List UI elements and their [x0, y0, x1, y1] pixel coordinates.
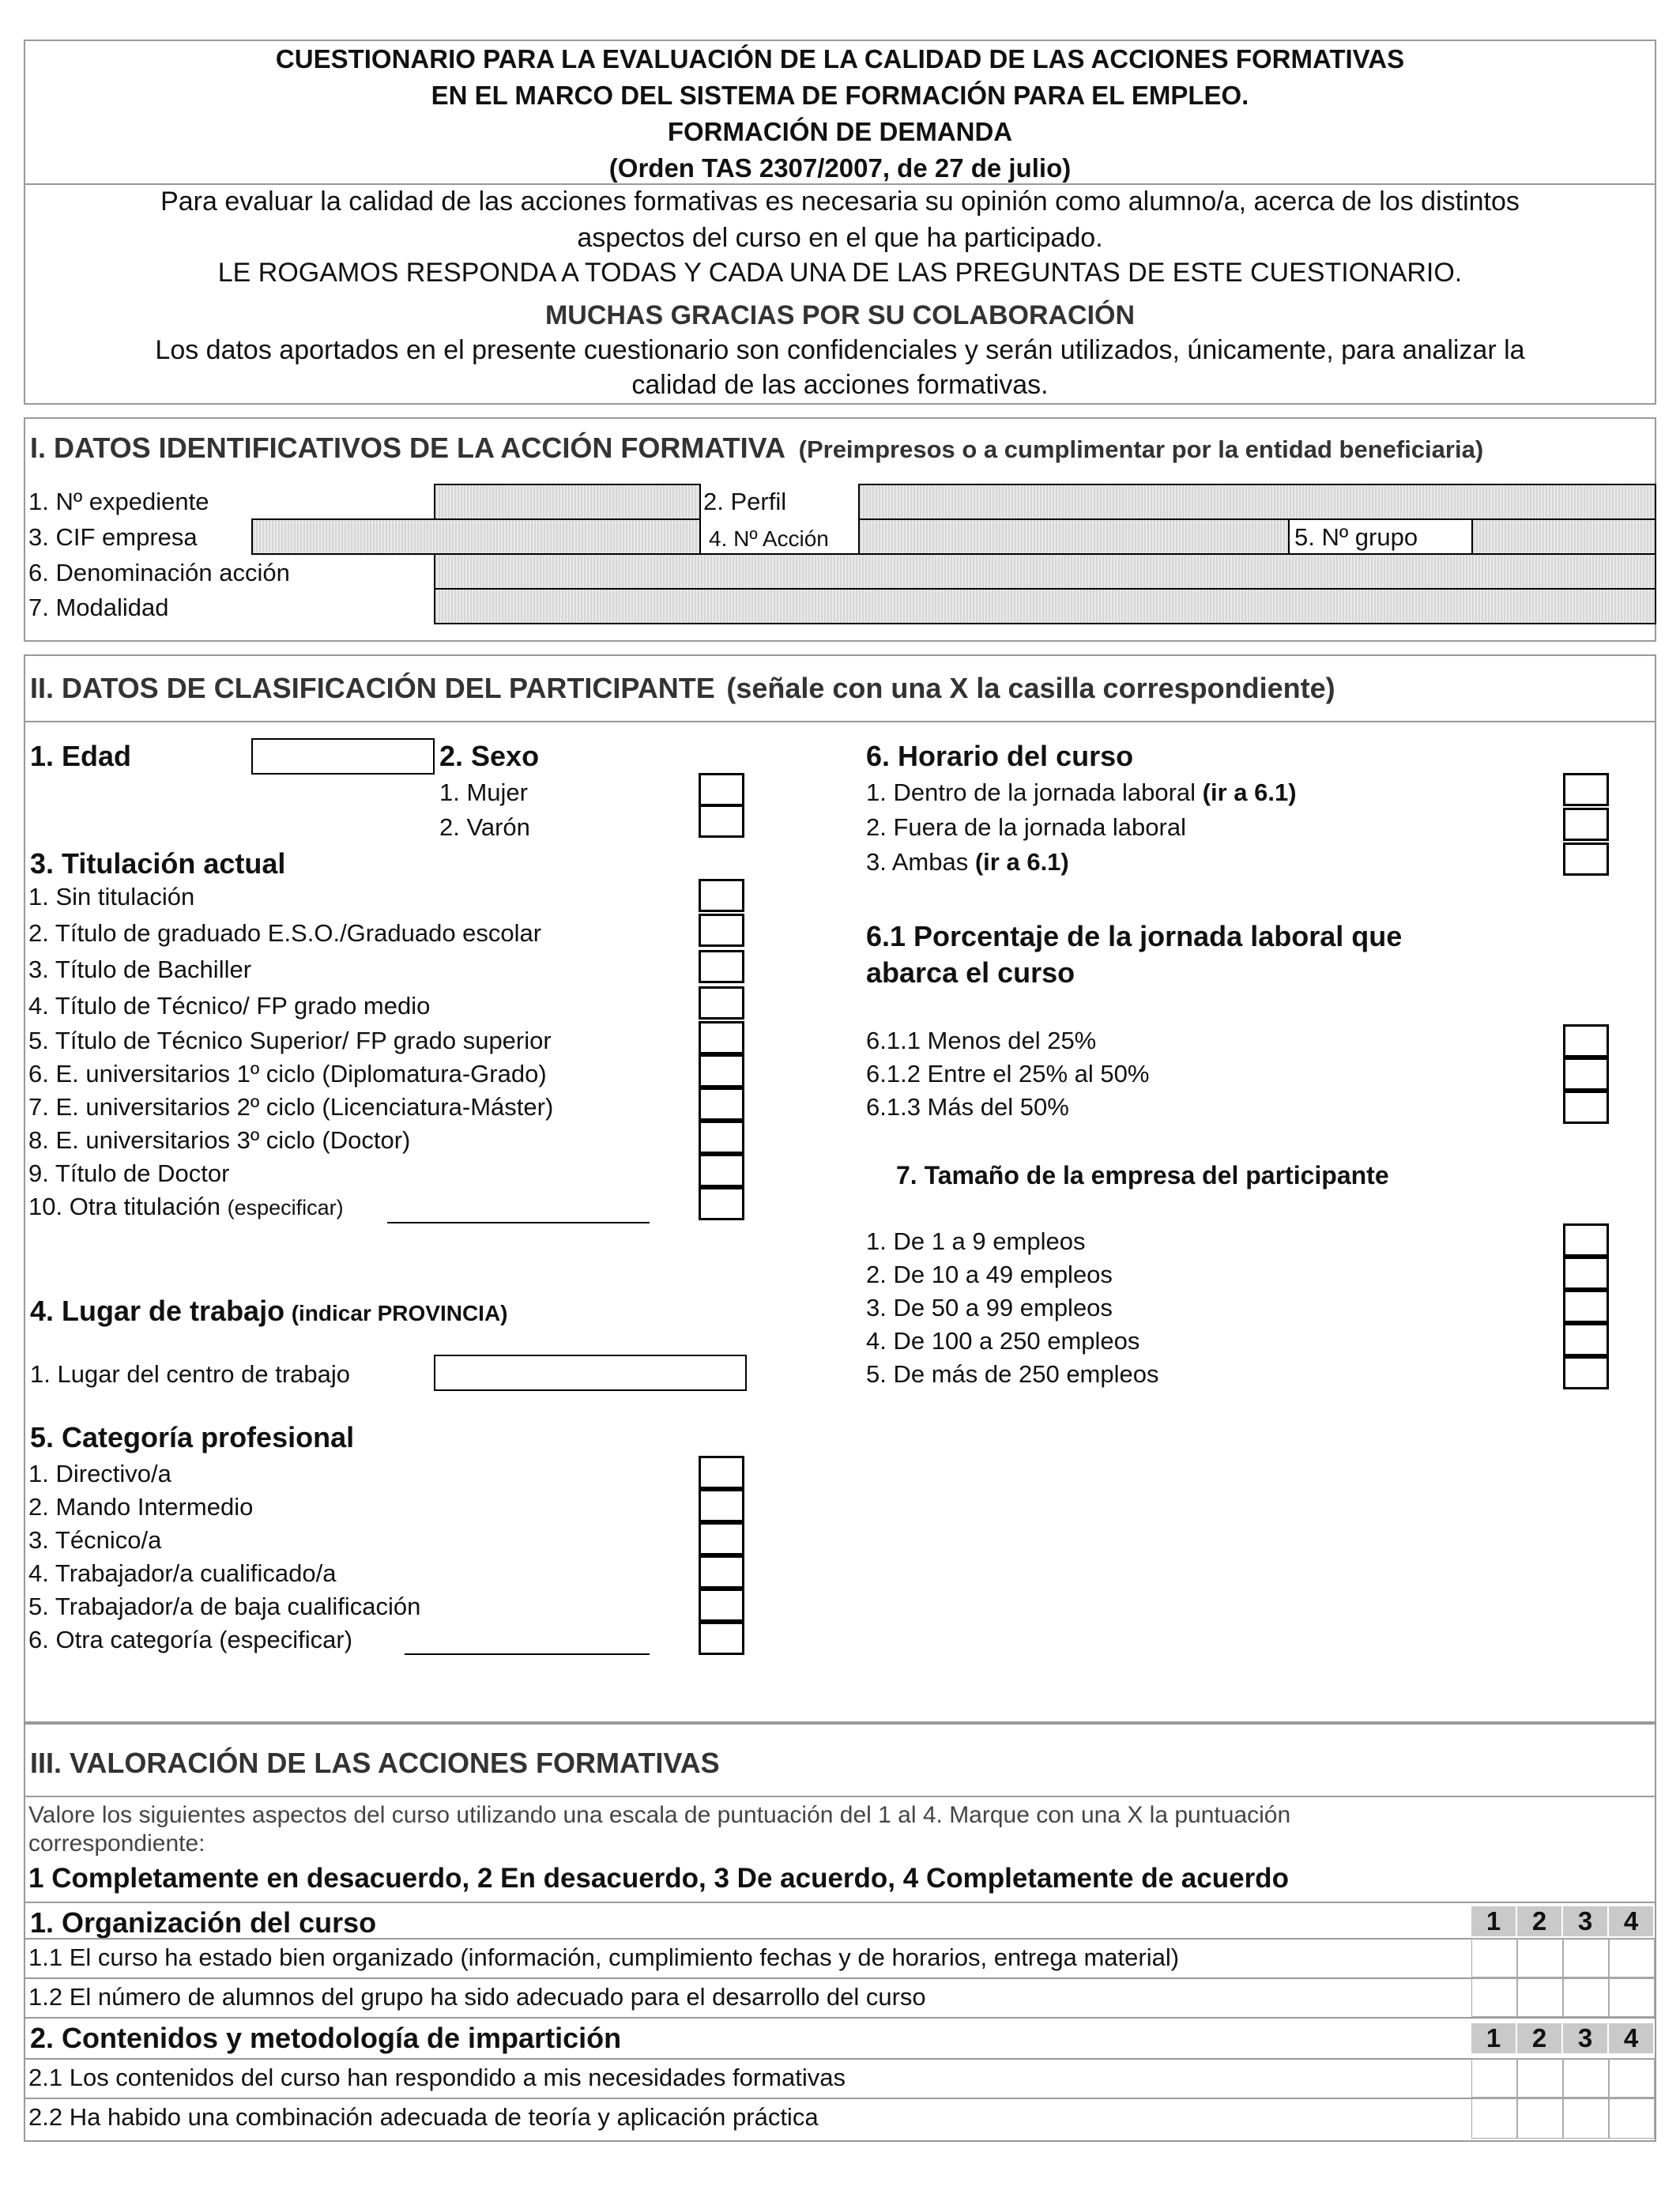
checkbox-tamano-3[interactable]: [1563, 1290, 1609, 1323]
perfil-field[interactable]: [858, 484, 1656, 520]
lugar-centro-input[interactable]: [434, 1355, 747, 1391]
section2-note: (señale con una X la casilla correspondiente): [726, 672, 1335, 704]
horario-option-3-text: 3. Ambas: [866, 848, 975, 876]
checkbox-titulacion-4[interactable]: [699, 986, 744, 1020]
checkbox-titulacion-10[interactable]: [699, 1187, 744, 1220]
checkbox-tamano-1[interactable]: [1563, 1223, 1609, 1257]
cif-field[interactable]: [251, 518, 701, 555]
question-2-2: 2.2 Ha habido una combinación adecuada de teoría y aplicación práctica: [28, 2103, 819, 2131]
expediente-label: 1. Nº expediente: [28, 488, 209, 515]
rating-cell-2-1-2[interactable]: [1517, 2058, 1563, 2098]
horario-option-3-note: (ir a 6.1): [974, 848, 1069, 876]
categoria-option: 2. Mando Intermedio: [28, 1493, 254, 1521]
expediente-field[interactable]: [434, 484, 701, 520]
categoria-option: 1. Directivo/a: [28, 1460, 171, 1487]
titulacion-label: 3. Titulación actual: [30, 847, 286, 880]
rating-cell-1-1-3[interactable]: [1563, 1938, 1609, 1977]
cif-label: 3. CIF empresa: [28, 523, 198, 551]
denominacion-field[interactable]: [434, 553, 1656, 590]
rating-cell-2-2-3[interactable]: [1563, 2098, 1609, 2139]
block1-score-4: 4: [1609, 1906, 1653, 1936]
tamano-option: 1. De 1 a 9 empleos: [866, 1227, 1086, 1255]
titulacion-option: 2. Título de graduado E.S.O./Graduado escolar: [28, 919, 542, 947]
porcentaje-label-1: 6.1 Porcentaje de la jornada laboral que: [866, 920, 1403, 952]
block1-score-3: 3: [1563, 1906, 1607, 1936]
checkbox-titulacion-2[interactable]: [699, 914, 744, 947]
titulacion-option: 7. E. universitarios 2º ciclo (Licenciatura-Máster): [28, 1093, 554, 1121]
section1-title: I. DATOS IDENTIFICATIVOS DE LA ACCIÓN FORMATIVA: [30, 432, 785, 464]
section3-title: III. VALORACIÓN DE LAS ACCIONES FORMATIVAS: [30, 1747, 720, 1779]
intro-line-1: Para evaluar la calidad de las acciones formativas es necesaria su opinión como alumno/a, acerca de los distintos: [160, 187, 1520, 217]
rating-cell-1-2-4[interactable]: [1609, 1977, 1655, 2017]
section3-instruction-1: Valore los siguientes aspectos del curso utilizando una escala de puntuación del 1 al 4. Marque con una X la puntuación: [28, 1802, 1291, 1828]
rating-cell-2-1-4[interactable]: [1609, 2058, 1655, 2098]
titulacion-option: 3. Título de Bachiller: [28, 956, 252, 983]
horario-option-1-text: 1. Dentro de la jornada laboral: [866, 778, 1203, 806]
horario-label: 6. Horario del curso: [866, 740, 1134, 772]
rating-cell-2-2-1[interactable]: [1471, 2098, 1517, 2139]
titulacion-option: 8. E. universitarios 3º ciclo (Doctor): [28, 1126, 411, 1154]
checkbox-categoria-1[interactable]: [699, 1456, 744, 1489]
intro-line-3: LE ROGAMOS RESPONDA A TODAS Y CADA UNA DE LAS PREGUNTAS DE ESTE CUESTIONARIO.: [217, 258, 1463, 288]
rating-cell-1-1-1[interactable]: [1471, 1938, 1517, 1977]
question-1-2: 1.2 El número de alumnos del grupo ha sido adecuado para el desarrollo del curso: [28, 1983, 926, 2011]
checkbox-titulacion-3[interactable]: [699, 950, 744, 983]
tamano-option: 4. De 100 a 250 empleos: [866, 1327, 1140, 1355]
accion-field[interactable]: [858, 518, 1290, 555]
titulacion-option: 1. Sin titulación: [28, 883, 195, 910]
checkbox-porcentaje-3[interactable]: [1563, 1091, 1609, 1124]
rating-cell-2-1-1[interactable]: [1471, 2058, 1517, 2098]
categoria-option: 6. Otra categoría (especificar): [28, 1626, 353, 1653]
lugar-centro-label: 1. Lugar del centro de trabajo: [30, 1360, 350, 1388]
horario-option-1-note: (ir a 6.1): [1202, 778, 1297, 806]
title-line-1: CUESTIONARIO PARA LA EVALUACIÓN DE LA CALIDAD DE LAS ACCIONES FORMATIVAS: [275, 44, 1405, 74]
accion-label: 4. Nº Acción: [709, 526, 829, 551]
tamano-option: 5. De más de 250 empleos: [866, 1360, 1159, 1388]
rating-cell-1-2-2[interactable]: [1517, 1977, 1563, 2017]
denominacion-label: 6. Denominación acción: [28, 559, 290, 586]
categoria-option: 3. Técnico/a: [28, 1526, 162, 1554]
section1-note: (Preimpresos o a cumplimentar por la entidad beneficiaria): [798, 435, 1484, 463]
checkbox-porcentaje-1[interactable]: [1563, 1024, 1609, 1057]
checkbox-porcentaje-2[interactable]: [1563, 1057, 1609, 1091]
titulacion-option: 5. Título de Técnico Superior/ FP grado superior: [28, 1027, 552, 1054]
horario-option-3: [866, 847, 1069, 877]
checkbox-horario-2[interactable]: [1563, 808, 1609, 841]
checkbox-titulacion-8[interactable]: [699, 1121, 744, 1154]
section2-heading: [30, 673, 1335, 705]
titulacion-otra-label: 10. Otra titulación: [28, 1193, 220, 1220]
titulacion-option-otra: [28, 1192, 344, 1223]
row-divider: [24, 2098, 1656, 2099]
checkbox-titulacion-9[interactable]: [699, 1154, 744, 1187]
categoria-label: 5. Categoría profesional: [30, 1421, 355, 1453]
categoria-option: 4. Trabajador/a cualificado/a: [28, 1559, 337, 1587]
checkbox-titulacion-1[interactable]: [699, 879, 744, 912]
checkbox-categoria-3[interactable]: [699, 1522, 744, 1555]
edad-label: 1. Edad: [30, 740, 132, 772]
privacy-line-1: Los datos aportados en el presente cuestionario son confidenciales y serán utilizados, únicamente, para analizar la: [155, 335, 1525, 365]
section3-divider: [24, 1796, 1656, 1797]
lugar-note: (indicar PROVINCIA): [291, 1301, 508, 1325]
lugar-heading: [30, 1296, 508, 1329]
block2-score-3: 3: [1563, 2023, 1607, 2053]
rating-cell-2-2-2[interactable]: [1517, 2098, 1563, 2139]
rating-cell-1-1-4[interactable]: [1609, 1938, 1655, 1977]
rating-cell-1-1-2[interactable]: [1517, 1938, 1563, 1977]
horario-option-1: [866, 778, 1297, 808]
question-2-1: 2.1 Los contenidos del curso han respondido a mis necesidades formativas: [28, 2064, 846, 2091]
checkbox-tamano-5[interactable]: [1563, 1356, 1609, 1389]
tamano-option: 2. De 10 a 49 empleos: [866, 1261, 1113, 1288]
porcentaje-option: 6.1.3 Más del 50%: [866, 1093, 1069, 1121]
row-divider: [24, 2017, 1656, 2019]
especificar-label: (especificar): [227, 1196, 344, 1220]
grupo-field[interactable]: [1471, 518, 1656, 555]
checkbox-tamano-2[interactable]: [1563, 1257, 1609, 1290]
title-line-2: EN EL MARCO DEL SISTEMA DE FORMACIÓN PARA EL EMPLEO.: [431, 81, 1249, 110]
block1-score-1: 1: [1471, 1906, 1516, 1936]
section3-instruction-2: correspondiente:: [28, 1830, 205, 1857]
intro-line-2: aspectos del curso en el que ha participado.: [577, 223, 1103, 253]
sexo-option-varon: 2. Varón: [439, 813, 530, 841]
porcentaje-label-2: abarca el curso: [866, 956, 1075, 989]
titulacion-option: 9. Título de Doctor: [28, 1159, 230, 1187]
checkbox-titulacion-6[interactable]: [699, 1054, 744, 1088]
titulacion-option: 6. E. universitarios 1º ciclo (Diplomatura-Grado): [28, 1060, 547, 1088]
checkbox-categoria-6[interactable]: [699, 1622, 744, 1655]
block2-title: 2. Contenidos y metodología de impartición: [30, 2022, 622, 2054]
rating-cell-2-1-3[interactable]: [1563, 2058, 1609, 2098]
section2-divider: [24, 721, 1656, 722]
grupo-label: 5. Nº grupo: [1294, 523, 1418, 551]
privacy-line-2: calidad de las acciones formativas.: [631, 370, 1049, 400]
rating-cell-1-2-1[interactable]: [1471, 1977, 1517, 2017]
horario-option-2: 2. Fuera de la jornada laboral: [866, 813, 1186, 841]
checkbox-titulacion-7[interactable]: [699, 1088, 744, 1121]
checkbox-horario-3[interactable]: [1563, 843, 1609, 876]
perfil-label: 2. Perfil: [703, 488, 787, 515]
checkbox-varon[interactable]: [699, 805, 744, 838]
section2-title: II. DATOS DE CLASIFICACIÓN DEL PARTICIPANTE: [30, 672, 715, 704]
modalidad-field[interactable]: [434, 588, 1656, 624]
header-divider: [24, 183, 1656, 185]
checkbox-horario-1[interactable]: [1563, 773, 1609, 806]
modalidad-label: 7. Modalidad: [28, 594, 169, 621]
porcentaje-option: 6.1.2 Entre el 25% al 50%: [866, 1060, 1150, 1088]
title-line-3: FORMACIÓN DE DEMANDA: [667, 117, 1013, 146]
block1-divider: [24, 1902, 1656, 1903]
porcentaje-option: 6.1.1 Menos del 25%: [866, 1027, 1097, 1054]
checkbox-titulacion-5[interactable]: [699, 1021, 744, 1054]
section3-scale: 1 Completamente en desacuerdo, 2 En desacuerdo, 3 De acuerdo, 4 Completamente de acuerdo: [28, 1863, 1289, 1894]
categoria-option: 5. Trabajador/a de baja cualificación: [28, 1593, 421, 1620]
thanks-text: MUCHAS GRACIAS POR SU COLABORACIÓN: [544, 300, 1136, 330]
tamano-label: 7. Tamaño de la empresa del participante: [896, 1161, 1389, 1189]
block2-score-2: 2: [1517, 2023, 1561, 2053]
block1-score-2: 2: [1517, 1906, 1561, 1936]
rating-cell-1-2-3[interactable]: [1563, 1977, 1609, 2017]
checkbox-categoria-2[interactable]: [699, 1489, 744, 1522]
block2-score-1: 1: [1471, 2023, 1516, 2053]
sexo-label: 2. Sexo: [439, 740, 540, 772]
categoria-otra-line[interactable]: [405, 1653, 650, 1655]
block1-title: 1. Organización del curso: [30, 1906, 377, 1939]
checkbox-mujer[interactable]: [699, 773, 744, 806]
section1-heading: [30, 433, 1483, 465]
edad-input[interactable]: [251, 738, 435, 775]
rating-cell-2-2-4[interactable]: [1609, 2098, 1655, 2139]
row-divider: [24, 1938, 1656, 1940]
question-1-1: 1.1 El curso ha estado bien organizado (información, cumplimiento fechas y de horarios, entrega material): [28, 1943, 1180, 1971]
lugar-label: 4. Lugar de trabajo: [30, 1295, 285, 1327]
sexo-option-mujer: 1. Mujer: [439, 778, 528, 806]
title-line-4: (Orden TAS 2307/2007, de 27 de julio): [608, 153, 1072, 183]
checkbox-tamano-4[interactable]: [1563, 1323, 1609, 1356]
titulacion-option: 4. Título de Técnico/ FP grado medio: [28, 992, 431, 1020]
checkbox-categoria-5[interactable]: [699, 1589, 744, 1622]
row-divider: [24, 1977, 1656, 1979]
titulacion-otra-line[interactable]: [387, 1222, 650, 1223]
row-divider: [24, 2058, 1656, 2060]
tamano-option: 3. De 50 a 99 empleos: [866, 1294, 1113, 1321]
block2-score-4: 4: [1609, 2023, 1653, 2053]
checkbox-categoria-4[interactable]: [699, 1555, 744, 1589]
